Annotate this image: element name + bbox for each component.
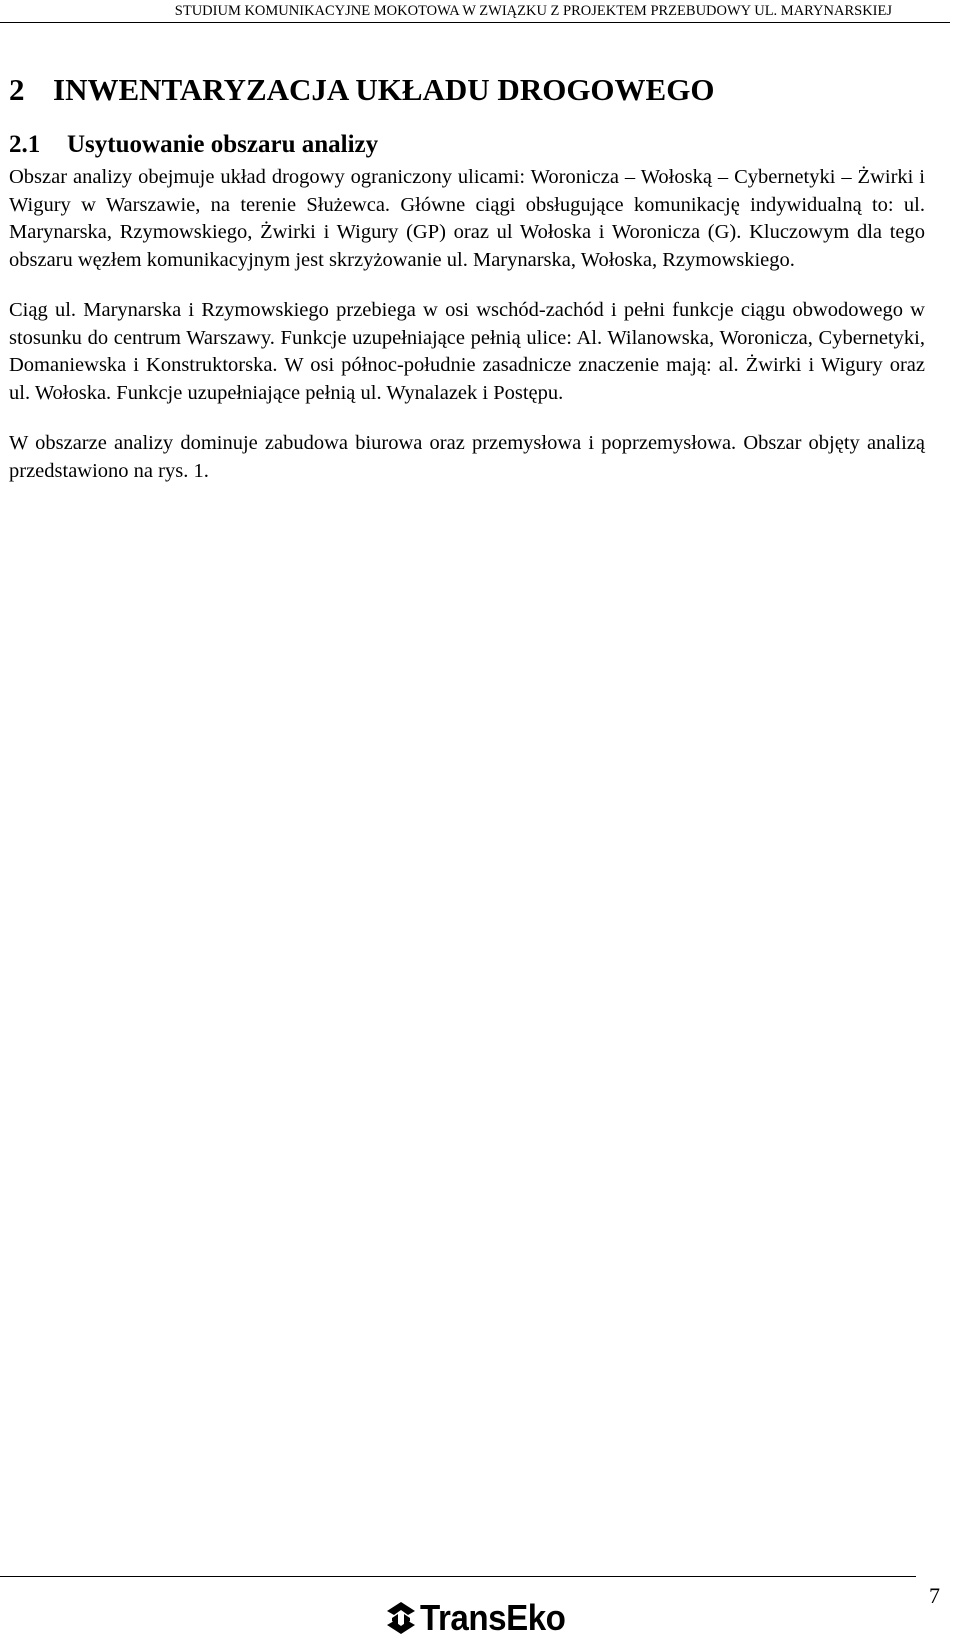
chapter-number: 2 [9,72,25,107]
section-number: 2.1 [9,131,41,158]
page-content [9,68,925,485]
paragraph-location: Obszar analizy obejmuje układ drogowy ograniczony ulicami: Woronicza – Wołoską – Cybernetyki – Żwirki i Wigury w Warszawie, na terenie Służewca. Główne ciągi obsługujące komunikację indywidualną to: ul. Marynarska, Rzymowskiego, Żwirki i Wigury (GP) oraz ul Wołoska i Woronicza (G). Kluczowym dla tego obszaru węzłem komunikacyjnym jest skrzyżowanie ul. Marynarska, Wołoska, Rzymowskiego. [9,166,925,271]
chapter-title: INWENTARYZACJA UKŁADU DROGOWEGO [53,72,715,107]
running-header-title: STUDIUM KOMUNIKACYJNE MOKOTOWA W ZWIĄZKU Z PROJEKTEM PRZEBUDOWY UL. MARYNARSKIEJ [174,3,892,19]
section-title: Usytuowanie obszaru analizy [67,131,379,158]
transeko-logo [386,1598,578,1638]
running-header [0,0,950,23]
transeko-logo-icon [386,1601,416,1635]
paragraph-road-axes: Ciąg ul. Marynarska i Rzymowskiego przebiega w osi wschód-zachód i pełni funkcje ciągu obwodowego w stosunku do centrum Warszawy. Funkcje uzupełniające pełnią ulice: Al. Wilanowska, Woronicza, Cybernetyki, Domaniewska i Konstruktorska. W osi północ-południe zasadnicze znaczenie mają: al. Żwirki i Wigury oraz ul. Wołoska. Funkcje uzupełniające pełnią ul. Wynalazek i Postępu. [9,299,925,404]
transeko-logo-text: TransEko [420,1597,566,1638]
section-heading [9,128,925,162]
paragraph-development: W obszarze analizy dominuje zabudowa biurowa oraz przemysłowa i poprzemysłowa. Obszar objęty analizą przedstawiono na rys. 1. [9,432,925,482]
footer-divider [0,1576,916,1577]
chapter-heading [9,68,925,112]
page-number: 7 [929,1583,940,1608]
